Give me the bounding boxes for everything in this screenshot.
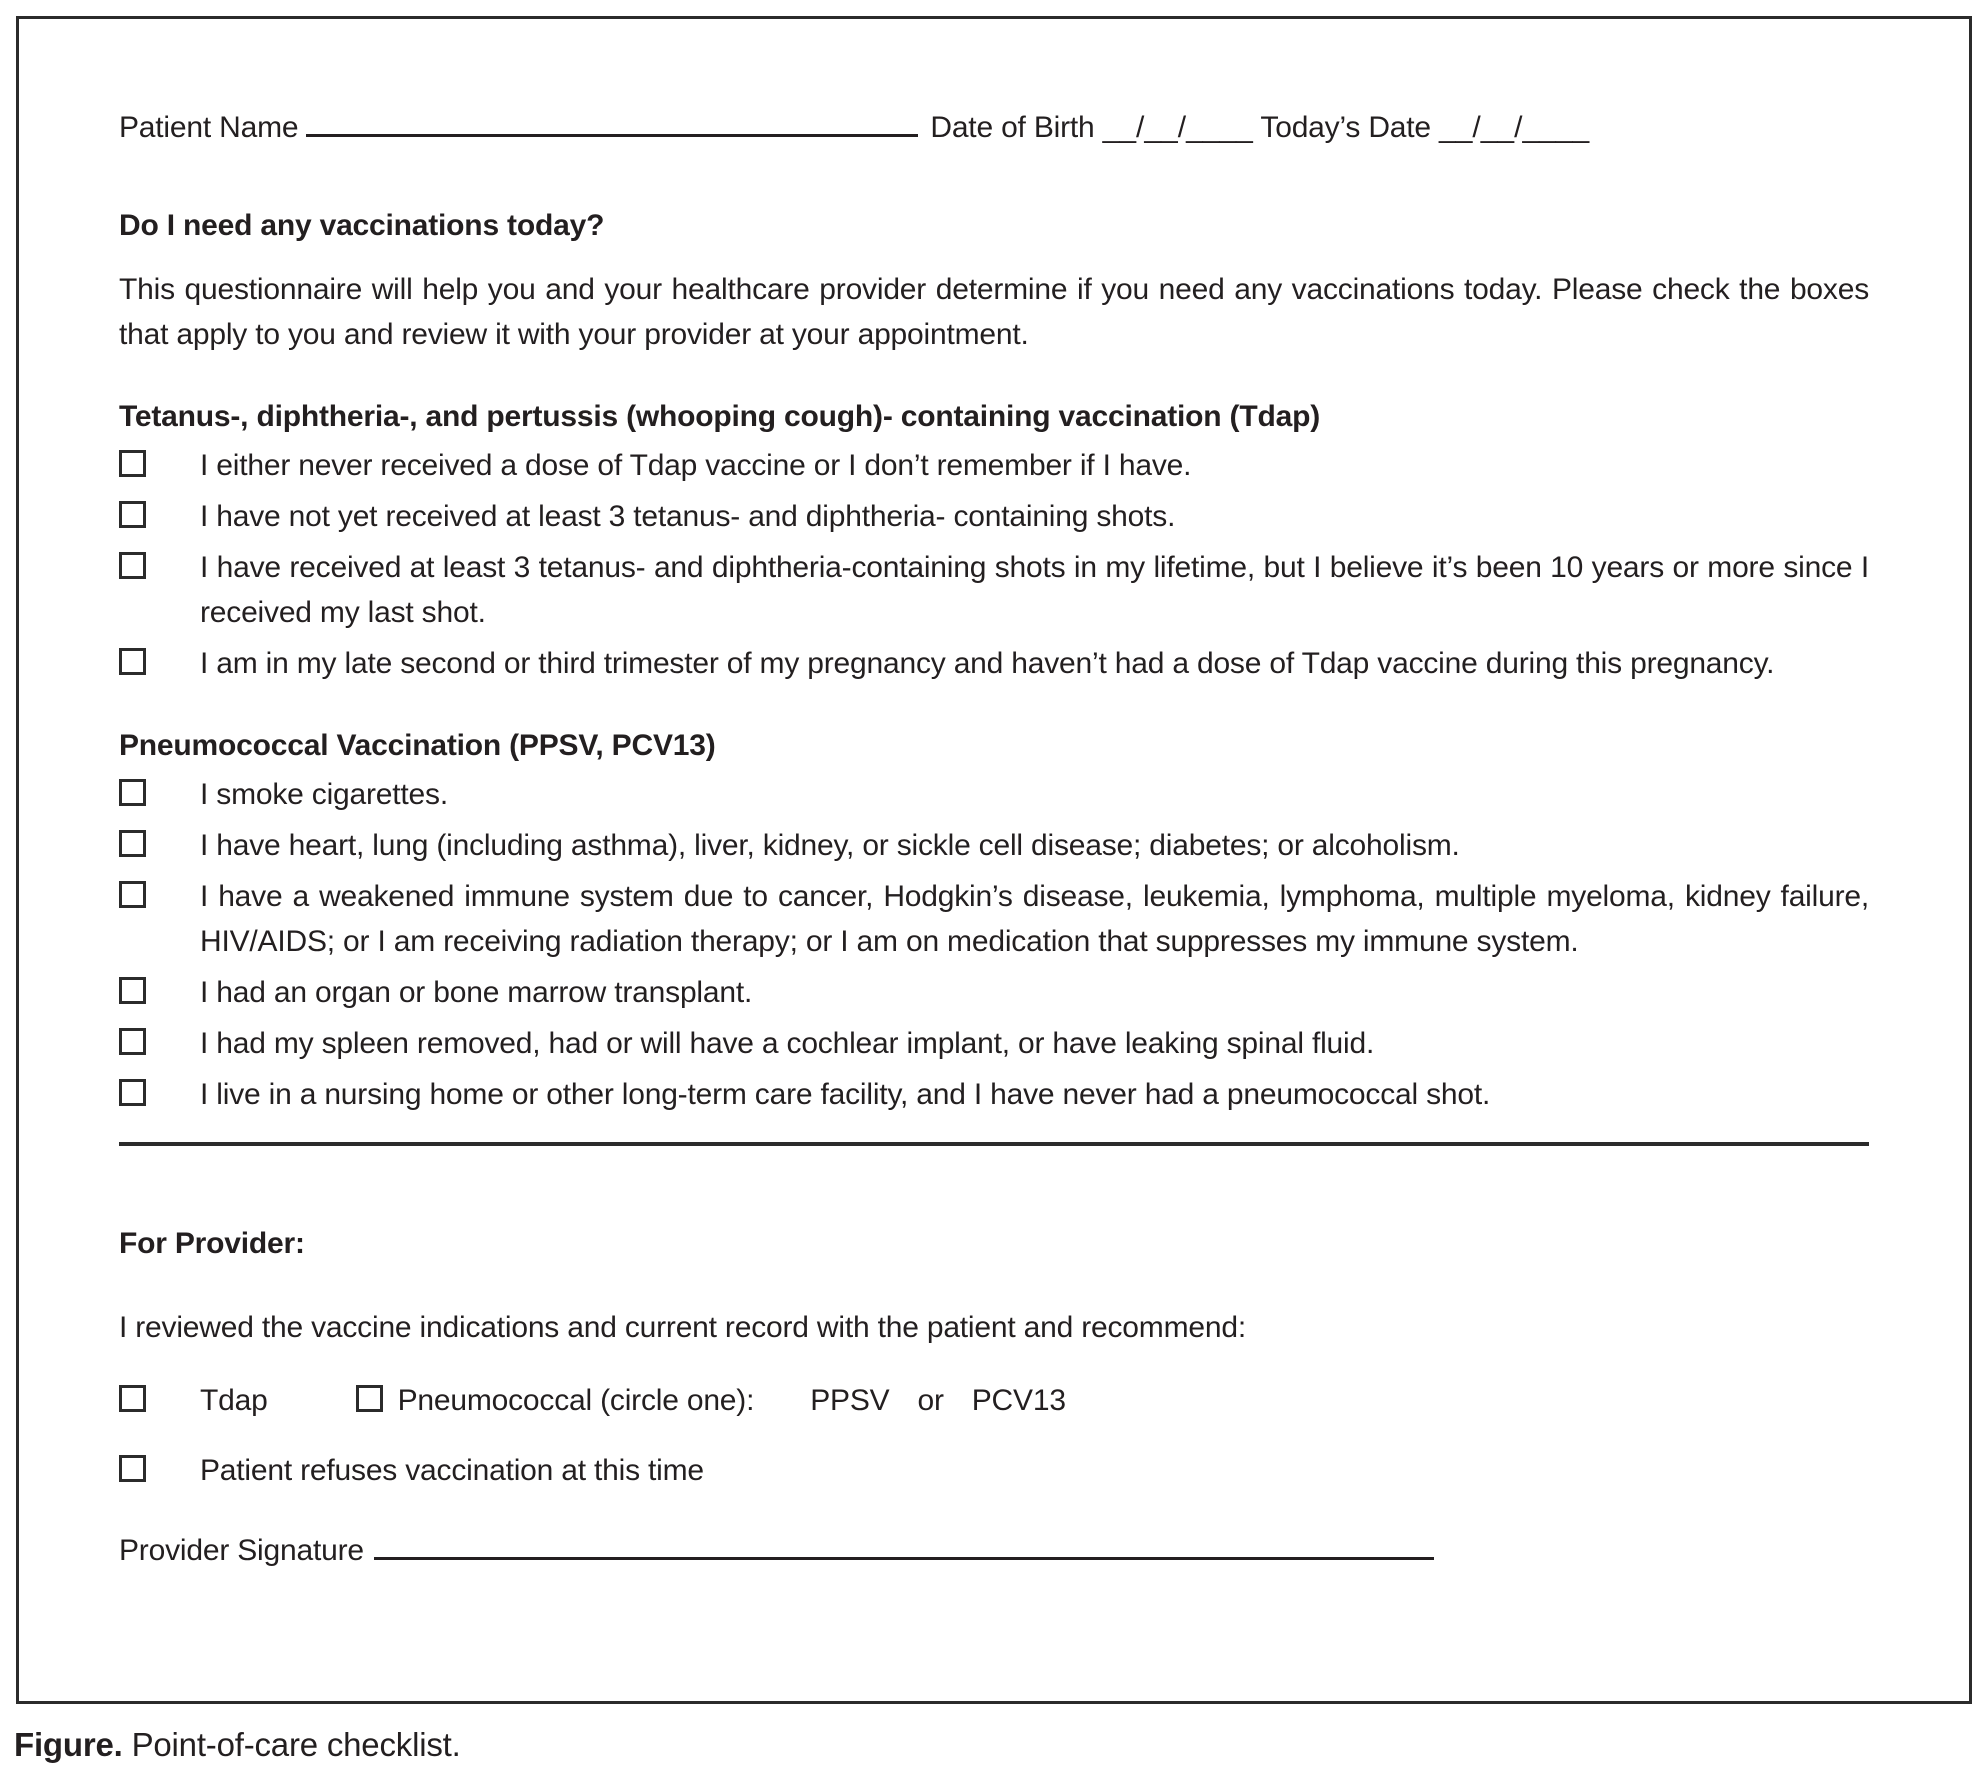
refuse-vaccination-row [119,1448,1869,1493]
checklist-item-label: I have heart, lung (including asthma), liver, kidney, or sickle cell disease; diabetes; or alcoholism. [200,829,1460,862]
figure-caption [14,1726,461,1764]
checklist-item [119,874,1869,964]
checklist-item [119,545,1869,635]
circle-option-or: or [917,1384,944,1417]
patient-name-field[interactable] [306,134,918,137]
patient-name-label: Patient Name [119,111,299,144]
checklist-item-label: I have a weakened immune system due to cancer, Hodgkin’s disease, leukemia, lymphoma, multiple myeloma, kidney failure, HIV/AIDS; or I am receiving radiation therapy; or I am on medication that suppresses my immune system. [200,880,1869,958]
section-divider [119,1142,1869,1146]
checklist-item-label: I live in a nursing home or other long-term care facility, and I have never had a pneumococcal shot. [200,1078,1491,1111]
pneumo-item-6-checkbox[interactable] [119,1079,146,1106]
refuse-vaccination-label: Patient refuses vaccination at this time [200,1454,704,1487]
provider-recommendation-row [119,1378,1869,1423]
provider-section-heading: For Provider: [119,1227,305,1260]
dob-label: Date of Birth [930,111,1095,144]
pneumo-item-2-checkbox[interactable] [119,830,146,857]
circle-option-ppsv[interactable]: PPSV [810,1384,890,1417]
checklist-item-label: I am in my late second or third trimester of my pregnancy and haven’t had a dose of Tdap vaccine during this pregnancy. [200,647,1775,680]
checklist-item [119,443,1869,488]
tdap-item-1-checkbox[interactable] [119,450,146,477]
circle-option-pcv13[interactable]: PCV13 [971,1384,1066,1417]
checklist-item [119,1021,1869,1066]
intro-paragraph: This questionnaire will help you and your healthcare provider determine if you need any vaccinations today. Please check the boxes that apply to you and review it with your provider at your appointment. [119,273,1869,351]
figure-caption-label: Figure. [14,1726,123,1763]
checklist-item-label: I had my spleen removed, had or will have a cochlear implant, or have leaking spinal fluid. [200,1027,1375,1060]
todays-date-field[interactable]: __/__/____ [1439,111,1590,144]
figure-caption-text: Point-of-care checklist. [122,1726,461,1763]
pneumo-item-5-checkbox[interactable] [119,1028,146,1055]
provider-tdap-label: Tdap [200,1384,268,1417]
form-title: Do I need any vaccinations today? [119,209,605,242]
patient-header-row [119,105,1869,150]
dob-field[interactable]: __/__/____ [1102,111,1253,144]
checklist-item [119,641,1869,686]
provider-signature-field[interactable] [374,1557,1434,1560]
tdap-item-2-checkbox[interactable] [119,501,146,528]
checklist-item [119,823,1869,868]
pneumo-item-3-checkbox[interactable] [119,881,146,908]
provider-tdap-checkbox[interactable] [119,1385,146,1412]
provider-pneumococcal-label: Pneumococcal (circle one): [397,1384,755,1417]
refuse-vaccination-checkbox[interactable] [119,1455,146,1482]
pneumo-item-4-checkbox[interactable] [119,977,146,1004]
pneumo-item-1-checkbox[interactable] [119,779,146,806]
checklist-item [119,494,1869,539]
checklist-item-label: I either never received a dose of Tdap vaccine or I don’t remember if I have. [200,449,1192,482]
provider-signature-label: Provider Signature [119,1534,364,1567]
checklist-form [16,16,1972,1704]
section-heading-pneumococcal: Pneumococcal Vaccination (PPSV, PCV13) [119,729,716,762]
checklist-item [119,1072,1869,1117]
checklist-item-label: I smoke cigarettes. [200,778,448,811]
checklist-item [119,970,1869,1015]
checklist-item-label: I have not yet received at least 3 tetanus- and diphtheria- containing shots. [200,500,1176,533]
checklist-item-label: I have received at least 3 tetanus- and diphtheria-containing shots in my lifetime, but I believe it’s been 10 years or more since I received my last shot. [200,551,1869,629]
checklist-item-label: I had an organ or bone marrow transplant. [200,976,753,1009]
todays-date-label: Today’s Date [1260,111,1431,144]
provider-signature-row [119,1528,1869,1573]
provider-statement: I reviewed the vaccine indications and current record with the patient and recommend: [119,1311,1246,1344]
tdap-item-3-checkbox[interactable] [119,552,146,579]
section-heading-tdap: Tetanus-, diphtheria-, and pertussis (whooping cough)- containing vaccination (Tdap) [119,400,1320,433]
tdap-item-4-checkbox[interactable] [119,648,146,675]
provider-pneumococcal-checkbox[interactable] [356,1385,383,1412]
checklist-item [119,772,1869,817]
